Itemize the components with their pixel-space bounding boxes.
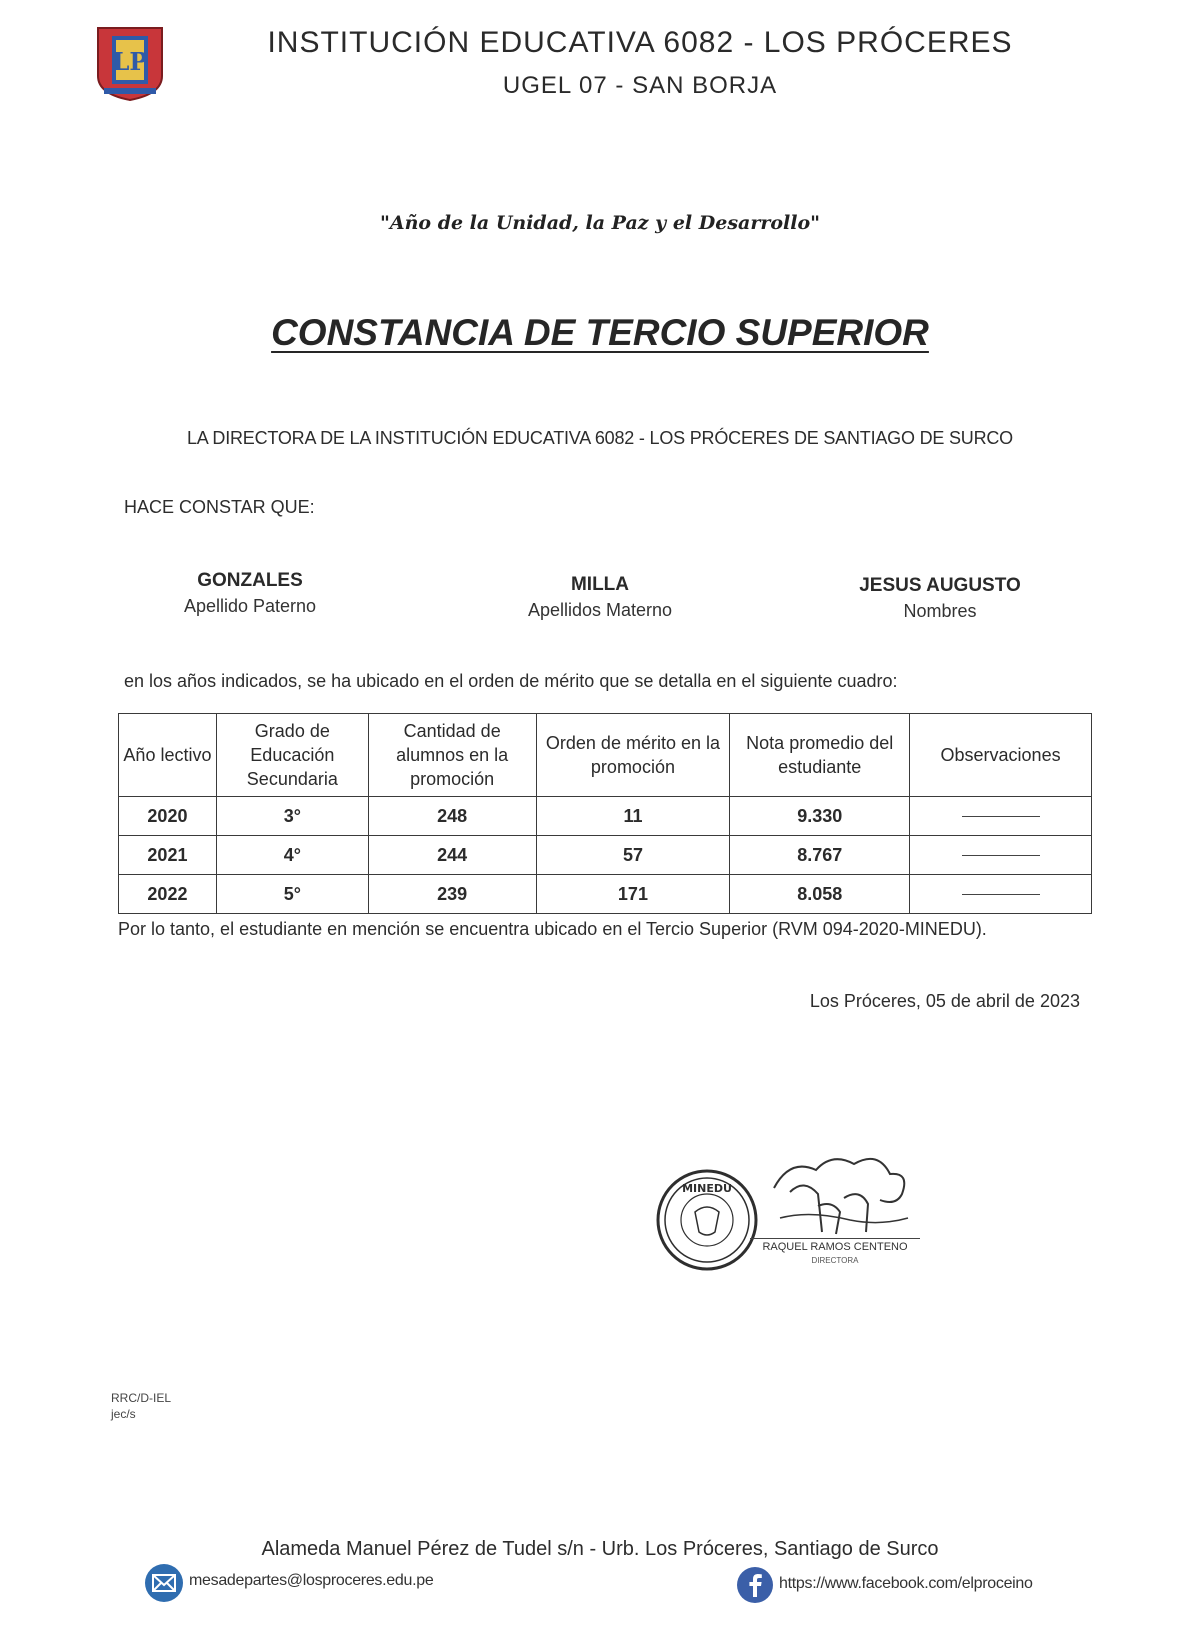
given-names-block <box>810 575 1070 622</box>
cell-count: 244 <box>368 836 536 875</box>
school-logo <box>94 24 166 102</box>
header-grade: Grado de Educación Secundaria <box>216 714 368 797</box>
given-names: JESUS AUGUSTO <box>859 575 1021 596</box>
year-motto: "Año de la Unidad, la Paz y el Desarrollo" <box>379 212 821 234</box>
initials-line-1: RRC/D-IEL <box>111 1391 172 1405</box>
facebook-link[interactable]: https://www.facebook.com/elproceino <box>779 1575 1033 1592</box>
reference-initials <box>111 1390 171 1422</box>
director-line: LA DIRECTORA DE LA INSTITUCIÓN EDUCATIVA 6082 - LOS PRÓCERES DE SANTIAGO DE SURCO <box>186 428 1013 448</box>
empty-dash <box>962 855 1040 856</box>
paternal-surname-label: Apellido Paterno <box>183 596 317 616</box>
header-observations: Observaciones <box>910 714 1092 797</box>
header-count: Cantidad de alumnos en la promoción <box>368 714 536 797</box>
maternal-surname-label: Apellidos Materno <box>527 600 673 620</box>
conclusion-text: Por lo tanto, el estudiante en mención se encuentra ubicado en el Tercio Superior (RVM 094-2020-MINEDU). <box>118 919 987 939</box>
cell-year: 2020 <box>119 797 217 836</box>
official-seal <box>655 1168 759 1272</box>
empty-dash <box>962 816 1040 817</box>
footer-address: Alameda Manuel Pérez de Tudel s/n - Urb. Los Próceres, Santiago de Surco <box>261 1538 939 1560</box>
empty-dash <box>962 894 1040 895</box>
initials-line-2: jec/s <box>111 1407 136 1421</box>
merit-table <box>118 713 1092 914</box>
cell-grade: 3° <box>216 797 368 836</box>
logo-lettering: LP <box>112 47 148 76</box>
cell-observations <box>910 875 1092 914</box>
cell-average: 9.330 <box>730 797 910 836</box>
seal-lettering: MINEDU <box>682 1182 732 1195</box>
cell-year: 2021 <box>119 836 217 875</box>
handwritten-signature <box>760 1148 920 1252</box>
institution-name: INSTITUCIÓN EDUCATIVA 6082 - LOS PRÓCERES <box>267 26 1013 59</box>
cell-count: 248 <box>368 797 536 836</box>
hace-constar-label: HACE CONSTAR QUE: <box>124 497 315 517</box>
cell-count: 239 <box>368 875 536 914</box>
facebook-icon <box>736 1566 774 1604</box>
issue-date: Los Próceres, 05 de abril de 2023 <box>809 991 1080 1011</box>
maternal-surname-block <box>470 574 730 621</box>
document-title: CONSTANCIA DE TERCIO SUPERIOR <box>271 312 929 353</box>
cell-year: 2022 <box>119 875 217 914</box>
cell-rank: 57 <box>536 836 730 875</box>
table-row <box>119 836 1092 875</box>
table-row <box>119 797 1092 836</box>
paternal-surname-block <box>120 570 380 617</box>
cell-observations <box>910 836 1092 875</box>
cell-grade: 5° <box>216 875 368 914</box>
cell-rank: 11 <box>536 797 730 836</box>
header-year: Año lectivo <box>119 714 217 797</box>
table-row <box>119 875 1092 914</box>
cell-average: 8.058 <box>730 875 910 914</box>
cell-rank: 171 <box>536 875 730 914</box>
cell-observations <box>910 797 1092 836</box>
cell-average: 8.767 <box>730 836 910 875</box>
mail-icon <box>144 1563 184 1603</box>
header-rank: Orden de mérito en la promoción <box>536 714 730 797</box>
cell-grade: 4° <box>216 836 368 875</box>
maternal-surname: MILLA <box>570 574 630 595</box>
given-names-label: Nombres <box>903 601 977 621</box>
signer-name: RAQUEL RAMOS CENTENO <box>750 1238 920 1253</box>
contact-email[interactable]: mesadepartes@losproceres.edu.pe <box>189 1572 434 1589</box>
ugel-name: UGEL 07 - SAN BORJA <box>502 72 778 99</box>
intro-text: en los años indicados, se ha ubicado en el orden de mérito que se detalla en el siguiente cuadro: <box>124 671 898 691</box>
header-average: Nota promedio del estudiante <box>730 714 910 797</box>
signer-role: DIRECTORA <box>811 1256 859 1265</box>
table-header-row <box>119 714 1092 797</box>
paternal-surname: GONZALES <box>197 570 303 591</box>
